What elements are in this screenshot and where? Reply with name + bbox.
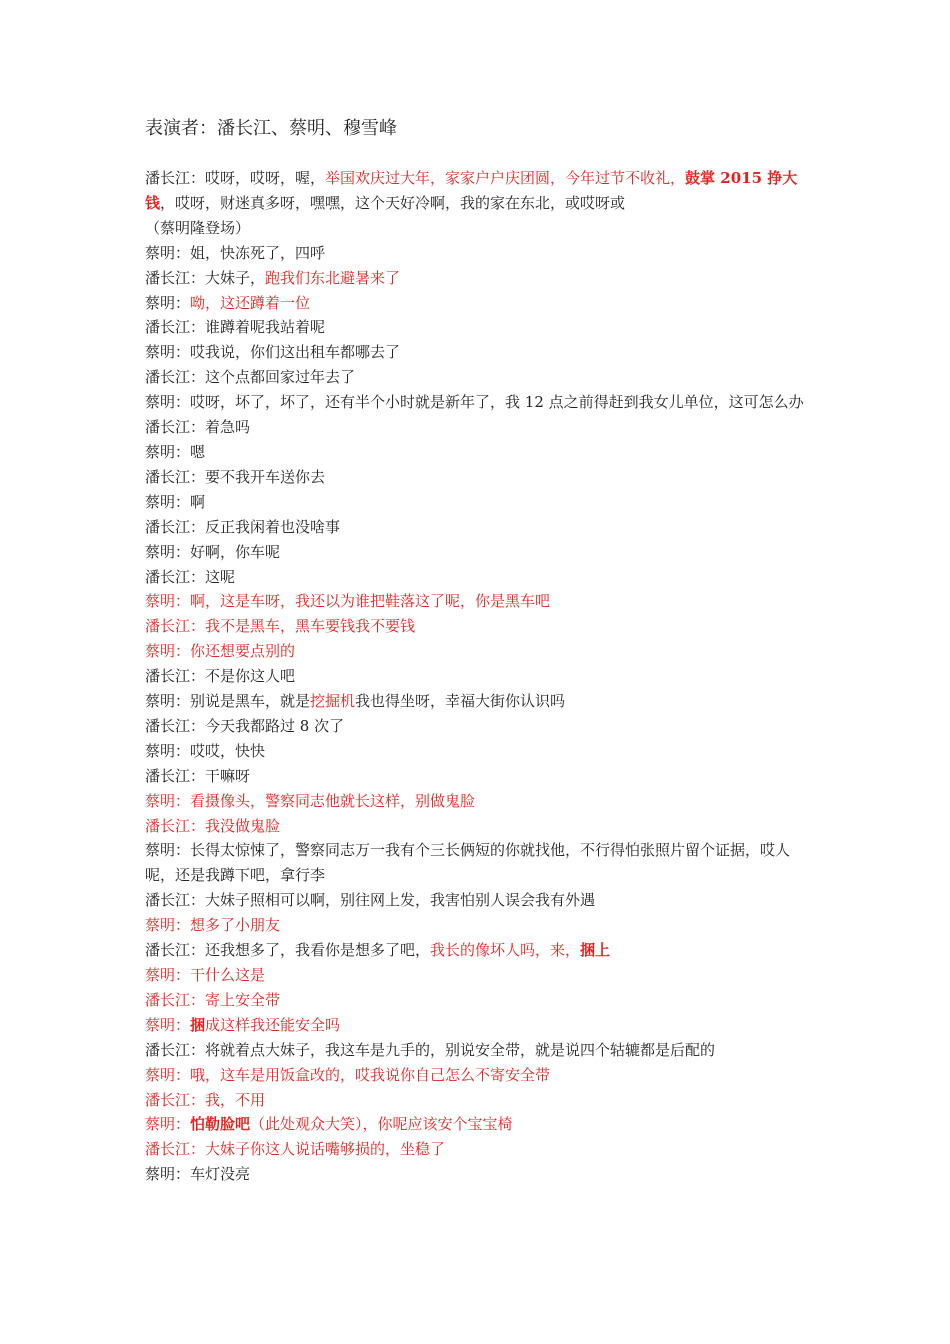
dialogue-segment: 蔡明：你还想要点别的 [145, 642, 296, 661]
dialogue-segment: 潘长江：着急吗 [145, 418, 251, 437]
dialogue-segment: 潘长江：我没做鬼脸 [145, 816, 281, 835]
dialogue-line [145, 913, 815, 938]
dialogue-line [145, 664, 815, 689]
dialogue-line [145, 614, 815, 639]
dialogue-segment: 呦，这还蹲着一位 [190, 293, 311, 312]
dialogue-segment: ，哎呀，财迷真多呀，嘿嘿，这个天好冷啊，我的家在东北，或哎呀或 [160, 193, 626, 212]
dialogue-line [145, 216, 815, 241]
dialogue-segment: （此处观众大笑），你呢应该安个宝宝椅 [250, 1115, 513, 1134]
dialogue-segment: 蔡明：姐，快冻死了，四呼 [145, 243, 326, 262]
dialogue-segment: 潘长江：今天我都路过 8 次了 [145, 716, 345, 735]
dialogue-segment: 蔡明：哦，这车是用饭盒改的，哎我说你自己怎么不寄安全带 [145, 1065, 551, 1084]
dialogue-line [145, 291, 815, 316]
dialogue-segment: 潘长江：哎呀，哎呀，喔， [145, 169, 326, 187]
dialogue-segment: 潘长江：这呢 [145, 567, 236, 586]
dialogue-line [145, 565, 815, 590]
dialogue-segment: 蔡明：别说是黑车，就是 [145, 692, 311, 711]
dialogue-line [145, 764, 815, 789]
dialogue-segment: 蔡明：长得太惊悚了，警察同志万一我有个三长俩短的你就找他，不行得怕张照片留个证据，哎人呢，还是我蹲下吧，拿行李 [145, 841, 791, 885]
dialogue-segment: 蔡明： [145, 1015, 191, 1034]
dialogue-line [145, 589, 815, 614]
dialogue-line [145, 714, 815, 739]
dialogue-segment: 潘长江：寄上安全带 [145, 990, 281, 1009]
dialogue-segment: 潘长江：我，不用 [145, 1090, 266, 1109]
dialogue-line [145, 639, 815, 664]
dialogue-line [145, 266, 815, 291]
dialogue-line [145, 315, 815, 340]
dialogue-line [145, 814, 815, 839]
dialogue-segment: 潘长江：还我想多了，我看你是想多了吧， [145, 941, 431, 960]
dialogue-line [145, 1038, 815, 1063]
dialogue-segment: 怕勒脸吧 [190, 1115, 251, 1134]
dialogue-line [145, 888, 815, 913]
dialogue-line [145, 739, 815, 764]
dialogue-line [145, 1162, 815, 1187]
dialogue-segment: 捆上 [580, 941, 611, 960]
dialogue-line [145, 465, 815, 490]
dialogue-line [145, 440, 815, 465]
dialogue-segment: 我也得坐呀，幸福大街你认识吗 [355, 692, 566, 711]
dialogue-segment: 潘长江：不是你这人吧 [145, 667, 296, 686]
dialogue-line [145, 515, 815, 540]
dialogue-segment: 蔡明：啊，这是车呀，我还以为谁把鞋落这了呢，你是黑车吧 [145, 592, 551, 611]
dialogue-line [145, 1013, 815, 1038]
dialogue-segment: 潘长江：这个点都回家过年去了 [145, 368, 356, 387]
dialogue-segment: 蔡明：看摄像头，警察同志他就长这样，别做鬼脸 [145, 791, 476, 810]
dialogue-segment: 潘长江：干嘛呀 [145, 766, 251, 785]
dialogue-segment: 蔡明：哎我说，你们这出租车都哪去了 [145, 343, 401, 362]
dialogue-segment: 捆 [190, 1015, 206, 1034]
dialogue-segment: 潘长江：将就着点大妹子，我这车是九手的，别说安全带，就是说四个轱辘都是后配的 [145, 1040, 716, 1059]
dialogue-line [145, 838, 815, 888]
dialogue-segment: 蔡明：啊 [145, 492, 206, 511]
dialogue-line [145, 689, 815, 714]
dialogue-segment: 我长的像坏人吗，来， [430, 941, 581, 960]
dialogue-line [145, 988, 815, 1013]
dialogue-segment: 蔡明：哎呀，坏了，坏了，还有半个小时就是新年了，我 12 点之前得赶到我女儿单位，这可怎么办 [145, 393, 804, 412]
dialogue-segment: 潘长江：大妹子你这人说话嘴够损的，坐稳了 [145, 1140, 446, 1159]
dialogue-segment: 蔡明：好啊，你车呢 [145, 542, 281, 561]
performers-title: 表演者：潘长江、蔡明、穆雪峰 [145, 118, 397, 139]
dialogue-segment: 蔡明： [145, 293, 191, 312]
dialogue-segment: 举国欢庆过大年，家家户户庆团圆，今年过节不收礼， [325, 169, 686, 187]
dialogue-segment: 潘长江：谁蹲着呢我站着呢 [145, 318, 326, 337]
dialogue-line [145, 490, 815, 515]
dialogue-segment: 鼓掌 2015 挣大钱 [145, 169, 798, 212]
dialogue-line [145, 166, 815, 216]
dialogue-segment: 潘长江：大妹子， [145, 268, 266, 287]
dialogue-line [145, 540, 815, 565]
dialogue-segment: 成这样我还能安全吗 [205, 1015, 341, 1034]
dialogue-segment: 蔡明： [145, 1115, 191, 1134]
dialogue-line [145, 415, 815, 440]
dialogue-line [145, 340, 815, 365]
dialogue-segment: 潘长江：反正我闲着也没啥事 [145, 517, 341, 536]
dialogue-line [145, 938, 815, 963]
dialogue-segment: 潘长江：我不是黑车，黑车要钱我不要钱 [145, 617, 416, 636]
dialogue-segment: 蔡明：车灯没亮 [145, 1165, 251, 1184]
dialogue-segment: 蔡明：嗯 [145, 442, 206, 461]
dialogue-line [145, 390, 815, 415]
dialogue-line [145, 1063, 815, 1088]
dialogue-line [145, 241, 815, 266]
dialogue-segment: （蔡明隆登场） [145, 218, 251, 237]
dialogue-segment: 蔡明：干什么这是 [145, 966, 266, 984]
dialogue-line [145, 1112, 815, 1137]
dialogue-segment: 跑我们东北避暑来了 [265, 268, 401, 287]
dialogue-line [145, 1137, 815, 1162]
dialogue-segment: 潘长江：大妹子照相可以啊，别往网上发，我害怕别人误会我有外遇 [145, 891, 596, 910]
dialogue-segment: 挖掘机 [310, 692, 356, 711]
dialogue-line [145, 963, 815, 988]
dialogue-segment: 蔡明：哎哎，快快 [145, 741, 266, 760]
dialogue-line [145, 365, 815, 390]
dialogue-segment: 潘长江：要不我开车送你去 [145, 467, 326, 486]
dialogue-line [145, 789, 815, 814]
dialogue-line [145, 1088, 815, 1113]
dialogue-segment: 蔡明：想多了小朋友 [145, 916, 281, 935]
script-body [145, 166, 815, 1187]
